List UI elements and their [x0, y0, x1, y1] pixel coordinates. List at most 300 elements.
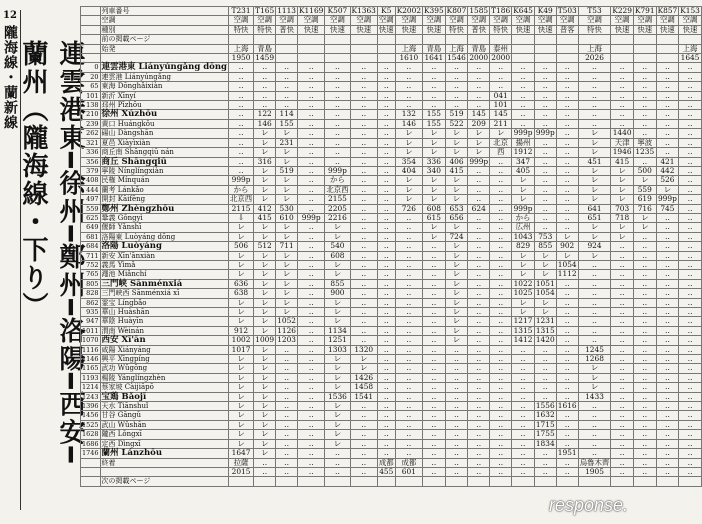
station-km: 101: [81, 91, 101, 100]
time-cell: ‥: [395, 411, 422, 420]
station-row: [81, 364, 702, 373]
time-cell: レ: [395, 176, 422, 185]
time-cell: ‥: [377, 185, 395, 194]
header-cell: ‥: [423, 458, 446, 467]
time-cell: から: [228, 185, 253, 194]
time-cell: レ: [254, 298, 276, 307]
time-cell: 415: [611, 157, 634, 166]
time-cell: ‥: [534, 223, 556, 232]
time-cell: ‥: [298, 148, 325, 157]
time-cell: 526: [656, 176, 679, 185]
time-cell: レ: [276, 157, 298, 166]
time-cell: ‥: [656, 279, 679, 288]
header-label: 次の掲載ページ: [100, 477, 228, 486]
time-cell: 1412: [513, 335, 533, 345]
time-cell: ‥: [228, 166, 253, 175]
time-cell: ‥: [611, 63, 634, 72]
header-cell: 青島: [468, 44, 490, 53]
time-cell: ‥: [298, 298, 325, 307]
time-cell: ‥: [534, 213, 556, 222]
time-cell: ‥: [468, 308, 490, 317]
time-cell: ‥: [395, 326, 422, 335]
time-cell: ‥: [395, 101, 422, 110]
time-cell: ‥: [656, 336, 679, 345]
time-cell: ‥: [611, 402, 634, 411]
time-cell: ‥: [350, 420, 377, 429]
station-km: 336: [81, 148, 101, 157]
time-cell: レ: [578, 373, 611, 382]
time-cell: ‥: [228, 119, 253, 128]
page-number: 12: [3, 10, 17, 21]
time-cell: ‥: [656, 308, 679, 317]
time-cell: ‥: [298, 138, 325, 147]
km-cell: [81, 54, 101, 63]
time-cell: ‥: [350, 308, 377, 317]
station-row: [81, 345, 702, 354]
time-cell: ‥: [679, 402, 702, 411]
time-cell: 1203: [277, 335, 297, 345]
header-cell: [534, 477, 556, 486]
time-cell: ‥: [350, 449, 377, 458]
time-cell: 354: [395, 157, 422, 166]
time-cell: ‥: [611, 317, 634, 326]
time-cell: ‥: [445, 402, 468, 411]
time-cell: ‥: [656, 289, 679, 298]
time-cell: ‥: [325, 138, 350, 147]
time-cell: ‥: [350, 119, 377, 128]
time-cell: ‥: [611, 355, 634, 364]
time-cell: ‥: [377, 449, 395, 458]
time-cell: ‥: [228, 157, 253, 166]
time-cell: ‥: [325, 148, 350, 157]
time-cell: ‥: [395, 223, 422, 232]
header-cell: K645: [513, 6, 533, 15]
time-cell: ‥: [490, 383, 512, 392]
time-cell: ‥: [468, 223, 490, 232]
time-cell: ‥: [679, 317, 702, 326]
header-cell: T231: [228, 7, 253, 16]
time-cell: ‥: [679, 91, 702, 100]
time-cell: レ: [578, 185, 611, 194]
station-row: [81, 392, 702, 401]
station-name: 開封 Kāifēng: [100, 195, 228, 204]
time-cell: ‥: [656, 223, 679, 232]
time-cell: ‥: [395, 373, 422, 382]
time-cell: 1025: [513, 288, 533, 298]
time-cell: 711: [276, 242, 298, 251]
time-cell: 1245: [578, 345, 611, 354]
time-cell: ‥: [679, 223, 702, 232]
time-cell: ‥: [377, 364, 395, 373]
header-cell: 1645: [680, 53, 700, 63]
header-cell: 烏魯木齊: [579, 457, 610, 467]
station-row: [81, 82, 702, 91]
station-row: [81, 166, 702, 175]
time-cell: ‥: [395, 72, 422, 81]
time-cell: ‥: [298, 420, 325, 429]
time-cell: ‥: [395, 63, 422, 72]
time-cell: レ: [276, 298, 298, 307]
time-cell: 北京西: [229, 194, 253, 204]
header-cell: 青島: [423, 44, 446, 53]
header-cell: 上海: [395, 44, 422, 53]
time-cell: ‥: [578, 91, 611, 100]
time-cell: ‥: [556, 364, 578, 373]
time-cell: レ: [423, 129, 446, 138]
station-km: 0: [81, 63, 101, 72]
time-cell: ‥: [656, 270, 679, 279]
header-cell: 快速: [679, 25, 702, 34]
station-row: [81, 279, 702, 288]
time-cell: レ: [468, 129, 490, 138]
time-cell: ‥: [395, 289, 422, 298]
header-cell: [254, 35, 276, 44]
header-cell: [325, 35, 350, 44]
time-cell: レ: [254, 355, 276, 364]
time-cell: ‥: [377, 439, 395, 448]
time-cell: ‥: [556, 91, 578, 100]
time-cell: ‥: [377, 129, 395, 138]
time-cell: ‥: [423, 411, 446, 420]
time-cell: ‥: [254, 91, 276, 100]
header-cell: [395, 477, 422, 486]
time-cell: ‥: [445, 72, 468, 81]
header-cell: 成都: [395, 458, 422, 467]
header-cell: [512, 44, 535, 53]
time-cell: ‥: [276, 82, 298, 91]
time-cell: ‥: [423, 373, 446, 382]
time-cell: レ: [228, 260, 253, 269]
station-row: [81, 232, 702, 241]
time-cell: ‥: [512, 345, 535, 354]
header-cell: 上海: [578, 44, 611, 53]
time-cell: ⇩: [228, 213, 253, 222]
time-cell: ‥: [611, 411, 634, 420]
header-label: [100, 467, 228, 476]
time-cell: ‥: [395, 270, 422, 279]
time-cell: ‥: [633, 242, 656, 251]
time-cell: ‥: [276, 364, 298, 373]
time-cell: ‥: [377, 336, 395, 345]
main-title-box: [18, 40, 85, 480]
header-cell: 特快: [228, 25, 253, 34]
time-cell: 999p: [298, 213, 325, 222]
header-cell: [656, 44, 679, 53]
header-cell: [298, 477, 325, 486]
time-cell: ‥: [656, 317, 679, 326]
time-cell: ‥: [468, 101, 490, 110]
time-cell: レ: [423, 176, 446, 185]
time-cell: ‥: [611, 91, 634, 100]
time-cell: 155: [423, 110, 446, 119]
time-cell: ‥: [490, 157, 512, 166]
header-cell: 455: [379, 466, 394, 476]
time-cell: ‥: [578, 439, 611, 448]
time-cell: ‥: [468, 355, 490, 364]
time-cell: ‥: [490, 402, 512, 411]
header-cell: ‥: [656, 467, 679, 476]
time-cell: ‥: [276, 449, 298, 458]
time-cell: 624: [468, 204, 490, 213]
header-cell: [578, 477, 611, 486]
header-label: 始発: [100, 44, 228, 53]
time-cell: ‥: [512, 392, 535, 401]
time-cell: ‥: [423, 355, 446, 364]
time-cell: ‥: [423, 326, 446, 335]
header-cell: ‥: [534, 458, 556, 467]
time-cell: ‥: [423, 392, 446, 401]
time-cell: ‥: [556, 411, 578, 420]
time-cell: ‥: [679, 326, 702, 335]
time-cell: ‥: [377, 270, 395, 279]
time-cell: ‥: [490, 355, 512, 364]
time-cell: レ: [254, 420, 276, 429]
header-cell: 空調: [325, 16, 350, 25]
time-cell: ‥: [423, 242, 446, 251]
time-cell: ‥: [468, 326, 490, 335]
time-cell: ‥: [377, 157, 395, 166]
time-cell: ‥: [445, 420, 468, 429]
station-km: 1214: [82, 383, 99, 392]
time-cell: ‥: [633, 289, 656, 298]
header-cell: [276, 35, 298, 44]
time-cell: ‥: [468, 176, 490, 185]
time-cell: ‥: [468, 430, 490, 439]
time-cell: ‥: [679, 72, 702, 81]
time-cell: ‥: [490, 195, 512, 204]
time-cell: レ: [325, 308, 350, 317]
time-cell: 1834: [535, 438, 555, 448]
time-cell: ‥: [656, 72, 679, 81]
time-cell: 608: [325, 251, 350, 260]
time-cell: ‥: [679, 119, 702, 128]
time-cell: 404: [395, 166, 422, 175]
header-cell: ‥: [633, 467, 656, 476]
header-cell: 1585: [469, 6, 489, 15]
time-cell: ‥: [298, 176, 325, 185]
time-cell: ‥: [395, 308, 422, 317]
time-cell: ‥: [490, 449, 512, 458]
time-cell: ‥: [276, 420, 298, 429]
time-cell: ‥: [350, 279, 377, 288]
time-cell: ‥: [490, 176, 512, 185]
time-cell: レ: [276, 289, 298, 298]
time-cell: レ: [445, 336, 468, 345]
time-cell: ‥: [633, 439, 656, 448]
time-cell: ‥: [395, 251, 422, 260]
time-cell: ‥: [423, 430, 446, 439]
station-km: 805: [81, 279, 101, 288]
time-cell: ‥: [633, 72, 656, 81]
header-cell: 空調: [679, 16, 702, 25]
time-cell: ‥: [556, 213, 578, 222]
time-cell: ‥: [350, 204, 377, 213]
time-cell: ‥: [656, 101, 679, 110]
time-cell: ‥: [556, 157, 578, 166]
time-cell: ‥: [679, 355, 702, 364]
time-cell: ‥: [556, 223, 578, 232]
time-cell: ‥: [633, 336, 656, 345]
time-cell: レ: [325, 232, 350, 241]
time-cell: レ: [512, 270, 535, 279]
time-cell: 615: [423, 213, 446, 222]
time-cell: 703: [611, 204, 634, 213]
time-cell: ‥: [276, 430, 298, 439]
time-cell: レ: [254, 392, 276, 401]
km-cell: [81, 35, 101, 44]
time-cell: 132: [395, 110, 422, 119]
time-cell: ‥: [656, 420, 679, 429]
header-cell: [679, 35, 702, 44]
header-cell: 快速: [534, 25, 556, 34]
time-cell: ‥: [325, 157, 350, 166]
km-cell: [81, 25, 101, 34]
time-cell: ‥: [490, 308, 512, 317]
station-name: 定西 Dìngxī: [100, 439, 228, 448]
header-cell: [534, 35, 556, 44]
time-cell: ‥: [611, 110, 634, 119]
time-cell: ‥: [325, 91, 350, 100]
time-cell: ‥: [395, 279, 422, 288]
station-row: [81, 242, 702, 251]
station-row: [81, 383, 702, 392]
time-cell: ‥: [423, 91, 446, 100]
time-cell: レ: [254, 345, 276, 354]
time-cell: 442: [656, 166, 679, 175]
header-cell: ‥: [556, 467, 578, 476]
time-cell: 999p: [513, 203, 533, 213]
station-km: 65: [81, 82, 101, 91]
header-cell: K49: [534, 7, 556, 16]
header-cell: ‥: [512, 467, 535, 476]
time-cell: ‥: [377, 279, 395, 288]
time-cell: ‥: [377, 242, 395, 251]
header-cell: ‥: [276, 458, 298, 467]
time-cell: ‥: [350, 232, 377, 241]
time-cell: レ: [534, 298, 556, 307]
time-cell: ‥: [534, 449, 556, 458]
time-cell: ‥: [395, 298, 422, 307]
header-cell: [228, 477, 253, 486]
time-cell: ‥: [512, 72, 535, 81]
time-cell: ‥: [656, 364, 679, 373]
time-cell: ‥: [556, 326, 578, 335]
header-cell: [445, 477, 468, 486]
header-cell: 特快: [445, 25, 468, 34]
time-cell: ‥: [656, 213, 679, 222]
time-cell: ‥: [490, 251, 512, 260]
time-cell: ‥: [276, 373, 298, 382]
header-cell: K395: [424, 6, 444, 15]
time-cell: ‥: [468, 345, 490, 354]
time-cell: 2205: [325, 204, 350, 213]
station-name: 楊陵 Yánglíngzhèn: [100, 373, 228, 382]
station-km: 1011: [82, 326, 99, 335]
header-cell: [350, 44, 377, 53]
time-cell: レ: [445, 148, 468, 157]
time-cell: レ: [254, 289, 276, 298]
time-cell: レ: [445, 289, 468, 298]
time-cell: ‥: [534, 101, 556, 110]
time-cell: ‥: [298, 242, 325, 251]
time-cell: ‥: [350, 242, 377, 251]
time-cell: ‥: [377, 411, 395, 420]
time-cell: 1134: [325, 326, 350, 335]
time-cell: ‥: [298, 270, 325, 279]
time-cell: 519: [276, 166, 298, 175]
time-cell: レ: [423, 138, 446, 147]
time-cell: 114: [276, 110, 298, 119]
time-cell: ‥: [556, 72, 578, 81]
time-cell: ‥: [298, 355, 325, 364]
header-cell: K5: [377, 7, 395, 16]
header-cell: 2026: [578, 54, 611, 63]
time-cell: レ: [325, 298, 350, 307]
header-cell: 快速: [512, 25, 535, 34]
time-cell: ‥: [298, 232, 325, 241]
time-cell: ‥: [679, 129, 702, 138]
header-cell: [350, 477, 377, 486]
station-name: 鞏義 Gǒngyì: [100, 213, 228, 222]
time-cell: ‥: [556, 289, 578, 298]
station-name: 蔡家坡 Càijiāpō: [100, 383, 228, 392]
time-cell: ‥: [656, 148, 679, 157]
service-row: [81, 16, 702, 25]
header-cell: 空調: [633, 16, 656, 25]
time-cell: ‥: [656, 82, 679, 91]
time-cell: ‥: [276, 345, 298, 354]
header-cell: 拉薩: [228, 458, 253, 467]
time-cell: 340: [423, 166, 446, 175]
time-cell: ‥: [350, 101, 377, 110]
time-cell: 041: [490, 91, 512, 100]
time-cell: レ: [325, 373, 350, 382]
time-cell: レ: [578, 223, 611, 232]
time-cell: 1946: [612, 147, 632, 157]
time-cell: ‥: [468, 364, 490, 373]
time-cell: ‥: [679, 364, 702, 373]
time-cell: 638: [228, 289, 253, 298]
header-cell: 1905: [578, 467, 611, 476]
time-cell: ‥: [556, 355, 578, 364]
time-cell: 101: [490, 101, 512, 110]
time-cell: 1426: [350, 373, 377, 382]
time-cell: ‥: [679, 82, 702, 91]
time-cell: ‥: [468, 166, 490, 175]
station-name: 澠池 Miǎnchí: [100, 270, 228, 279]
time-cell: ‥: [633, 392, 656, 401]
time-cell: 西: [490, 148, 512, 157]
time-cell: ‥: [254, 82, 276, 91]
time-cell: 412: [254, 204, 276, 213]
time-cell: ‥: [325, 119, 350, 128]
time-cell: ‥: [468, 63, 490, 72]
header-cell: ‥: [325, 458, 350, 467]
time-cell: ‥: [298, 129, 325, 138]
header-cell: 空調: [534, 16, 556, 25]
time-cell: ‥: [490, 420, 512, 429]
time-cell: ‥: [468, 232, 490, 241]
time-cell: ‥: [298, 204, 325, 213]
time-cell: ‥: [298, 336, 325, 345]
time-cell: ‥: [534, 91, 556, 100]
time-cell: レ: [578, 129, 611, 138]
header-cell: [490, 477, 512, 486]
time-cell: ‥: [656, 232, 679, 241]
header-label: 前の掲載ページ: [100, 35, 228, 44]
time-cell: ‥: [656, 63, 679, 72]
time-cell: 1022: [513, 278, 533, 288]
